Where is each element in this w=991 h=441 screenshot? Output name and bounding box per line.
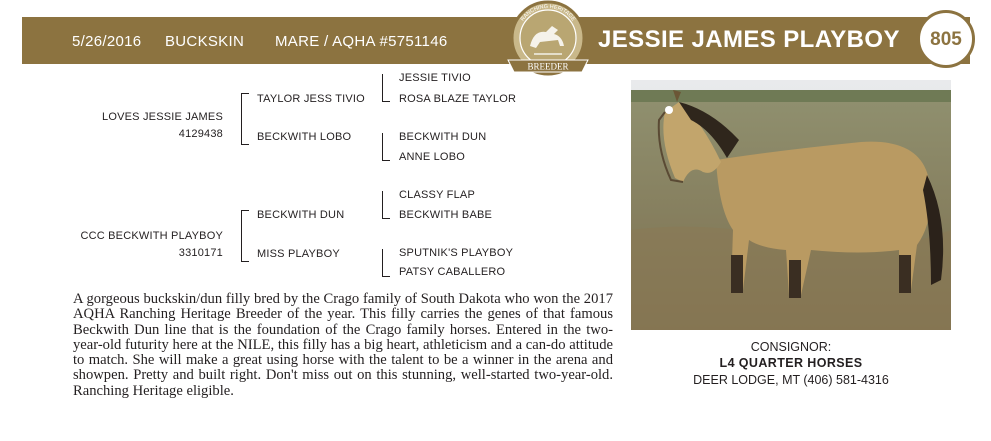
horse-photo <box>631 80 951 330</box>
consignor-address: DEER LODGE, MT (406) 581-4316 <box>693 373 889 387</box>
sire-registration: 4129438 <box>178 128 223 140</box>
sire-name: LOVES JESSIE JAMES <box>102 111 223 123</box>
ss-dam: ROSA BLAZE TAYLOR <box>399 93 517 105</box>
registration-info: MARE / AQHA #5751146 <box>275 33 448 50</box>
bracket-tick <box>382 218 390 219</box>
sire-bracket <box>241 93 242 145</box>
horse-name-title: JESSIE JAMES PLAYBOY <box>598 26 900 53</box>
sd-dam: ANNE LOBO <box>399 151 465 163</box>
ss-sire: JESSIE TIVIO <box>399 72 471 84</box>
horse-description: A gorgeous buckskin/dun filly bred by the Crago family of South Dakota who won the 2017 AQHA Ranching Heritage Breeder of the year. This filly carries the genes of that famous Beckwith Dun line that is the foundation of the Crago family horses. Entered in the two-year-old futurity here at the NILE, this filly has a big heart, athleticism and a can-do attitude to match. She will make a great using horse with the talent to be a winner in the arena and showpen. Pretty and built right. Don't miss out on this stunning, well-started two-year-old. Ranching Heritage eligible. <box>73 291 613 399</box>
ss-bracket <box>382 74 383 102</box>
dam-sire: BECKWITH DUN <box>257 209 345 221</box>
horse-color: BUCKSKIN <box>165 33 245 50</box>
dd-bracket <box>382 249 383 277</box>
seal-text-bottom: BREEDER <box>527 61 569 72</box>
dam-name: CCC BECKWITH PLAYBOY <box>80 230 223 242</box>
bracket-tick <box>241 144 249 145</box>
dd-sire: SPUTNIK'S PLAYBOY <box>399 247 514 259</box>
bracket-tick <box>382 276 390 277</box>
bracket-tick <box>382 101 390 102</box>
dd-dam: PATSY CABALLERO <box>399 266 506 278</box>
lot-number-badge <box>917 10 975 68</box>
dam-dam: MISS PLAYBOY <box>257 248 340 260</box>
sd-sire: BECKWITH DUN <box>399 131 487 143</box>
ranching-heritage-breeder-seal <box>500 0 596 84</box>
sd-bracket <box>382 133 383 161</box>
bracket-tick <box>241 93 249 94</box>
foal-date: 5/26/2016 <box>72 33 142 50</box>
ds-dam: BECKWITH BABE <box>399 209 493 221</box>
bracket-tick <box>241 210 249 211</box>
lot-number: 805 <box>930 29 962 50</box>
ds-sire: CLASSY FLAP <box>399 189 475 201</box>
ds-bracket <box>382 191 383 219</box>
bracket-tick <box>241 261 249 262</box>
dam-registration: 3310171 <box>178 247 223 259</box>
consignor-label: CONSIGNOR: <box>750 340 832 354</box>
sire-sire: TAYLOR JESS TIVIO <box>257 93 365 105</box>
seal-text-top: RANCHING HERITAGE <box>519 3 577 23</box>
bracket-tick <box>382 160 390 161</box>
consignor-name: L4 QUARTER HORSES <box>719 356 863 370</box>
dam-bracket <box>241 210 242 262</box>
sire-dam: BECKWITH LOBO <box>257 131 352 143</box>
